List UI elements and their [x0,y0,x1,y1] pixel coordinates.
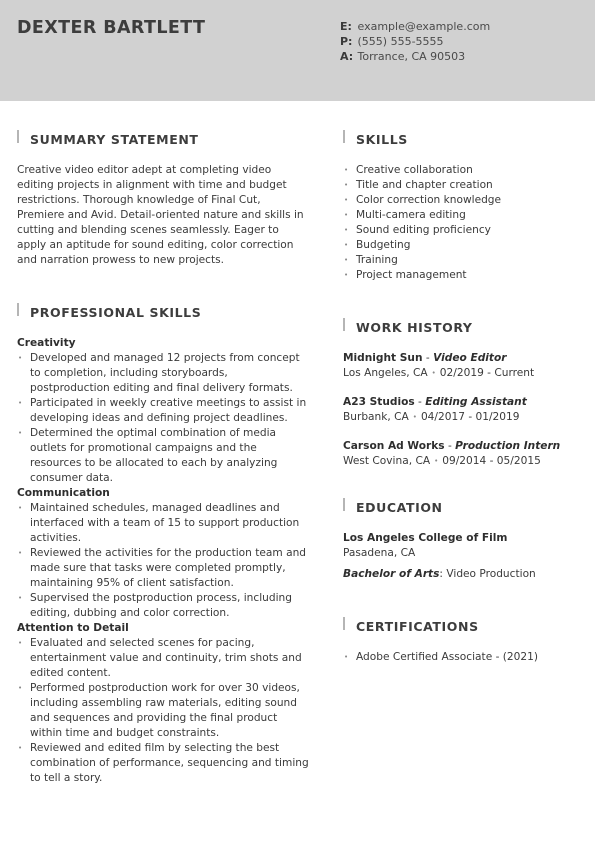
contact-phone-label: P: [340,35,353,48]
job-role: Production Intern [455,440,561,452]
skills-list [343,163,583,283]
list-item: • Creative collaboration [343,163,583,178]
work-history-list [343,351,583,469]
list-item: • Multi-camera editing [343,208,583,223]
left-column [17,131,309,786]
summary-title: SUMMARY STATEMENT [17,131,309,148]
job-company: Midnight Sun [343,352,423,364]
list-item: • Developed and managed 12 projects from concept to completion, including storyboards, postproduction editing and final delivery formats. [17,351,309,396]
contact-address-label: A: [340,50,354,63]
list-item: • Reviewed the activities for the production team and made sure that tasks were completed promptly, maintaining 95% of client satisfaction. [17,546,309,591]
education-degree: Bachelor of Arts [343,568,440,580]
list-item: • Title and chapter creation [343,178,583,193]
professional-skills-groups [17,336,309,786]
contact-phone [340,34,490,49]
list-item: • Performed postproduction work for over 30 videos, including assembling raw materials, editing sound and sequences and providing the final product within time and budget constraints. [17,681,309,741]
job-dates: 09/2014 - 05/2015 [442,455,541,467]
contact-phone-value: (555) 555-5555 [357,35,444,48]
certifications-section [343,618,583,665]
contact-address-value: Torrance, CA 90503 [357,50,466,63]
list-item: • Maintained schedules, managed deadlines and interfaced with a team of 15 to support production activities. [17,501,309,546]
job-dates: 02/2019 - Current [439,367,535,379]
contact-email-value: example@example.com [357,20,491,33]
education-title: EDUCATION [343,499,583,516]
job-location: Burbank, CA [343,411,409,423]
certifications-title: CERTIFICATIONS [343,618,583,635]
skill-group-title: Communication [17,487,110,499]
job-role: Editing Assistant [425,396,527,408]
contact-email-label: E: [340,20,352,33]
bullet-icon: • [434,457,439,465]
bullet-icon: • [431,369,436,377]
list-item: • Evaluated and selected scenes for pacing, entertainment value and continuity, trim shots and edited content. [17,636,309,681]
list-item: • Adobe Certified Associate - (2021) [343,650,583,665]
skill-group-list [17,636,309,786]
candidate-name: DEXTER BARTLETT [17,18,206,38]
bullet-icon: • [412,413,417,421]
skills-title: SKILLS [343,131,583,148]
list-item: • Color correction knowledge [343,193,583,208]
skills-section [343,131,583,283]
contact-email [340,19,490,34]
job-entry [343,439,583,469]
skill-group-title: Attention to Detail [17,622,129,634]
contact-address [340,49,490,64]
certifications-list [343,650,583,665]
skill-group-title: Creativity [17,337,76,349]
job-company: A23 Studios [343,396,415,408]
education-location: Pasadena, CA [343,547,416,559]
skill-group-list [17,501,309,621]
summary-text: Creative video editor adept at completing video editing projects in alignment with time and budget restrictions. Thorough knowledge of Final Cut, Premiere and Avid. Detail-oriented nature and skills in cutting and blending scenes seamlessly. Eager to apply an aptitude for sound editing, color correction and narration prowess to new projects. [17,164,304,266]
list-item: • Sound editing proficiency [343,223,583,238]
job-entry [343,395,583,425]
professional-skills-section [17,304,309,786]
professional-skills-title: PROFESSIONAL SKILLS [17,304,309,321]
summary-section [17,131,309,268]
job-separator: - [444,440,456,452]
job-location: Los Angeles, CA [343,367,428,379]
work-history-title: WORK HISTORY [343,319,583,336]
education-school: Los Angeles College of Film [343,532,508,544]
job-company: Carson Ad Works [343,440,445,452]
skill-group-list [17,351,309,486]
job-entry [343,351,583,381]
job-role: Video Editor [433,352,507,364]
list-item: • Participated in weekly creative meetings to assist in developing ideas and defining project deadlines. [17,396,309,426]
list-item: • Determined the optimal combination of media outlets for promotional campaigns and the resources to be allocated to each by analyzing consumer data. [17,426,309,486]
list-item: • Reviewed and edited film by selecting the best combination of performance, sequencing and timing to tell a story. [17,741,309,786]
list-item: • Supervised the postproduction process, including editing, dubbing and color correction. [17,591,309,621]
job-dates: 04/2017 - 01/2019 [420,411,520,423]
contact-info [340,19,490,64]
list-item: • Budgeting [343,238,583,253]
work-history-section [343,319,583,469]
list-item: • Project management [343,268,583,283]
right-column [343,131,583,665]
resume-header [0,0,595,101]
education-entry [343,531,583,582]
job-separator: - [414,396,426,408]
list-item: • Training [343,253,583,268]
education-field: : Video Production [439,568,536,580]
job-separator: - [422,352,434,364]
job-location: West Covina, CA [343,455,431,467]
education-section [343,499,583,582]
